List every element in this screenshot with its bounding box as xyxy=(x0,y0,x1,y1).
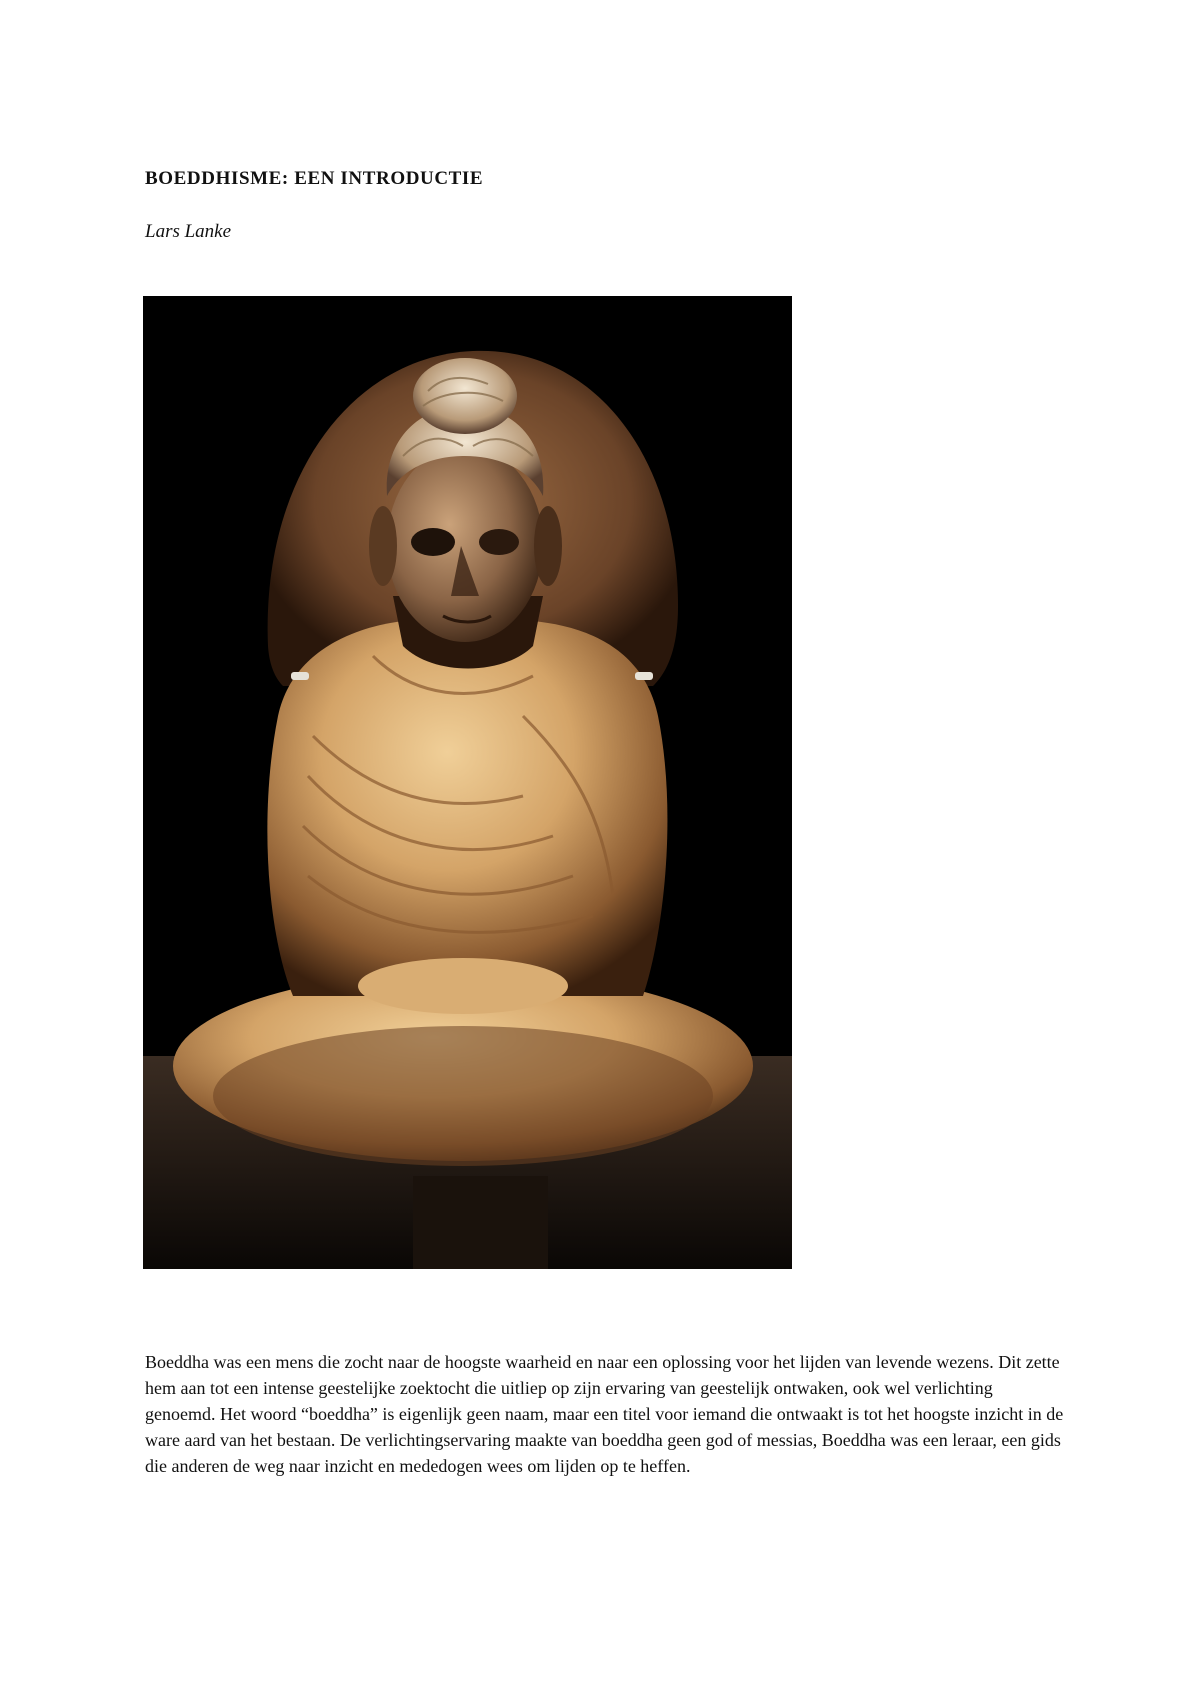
buddha-statue-illustration xyxy=(143,296,792,1269)
author-name: Lars Lanke xyxy=(145,221,232,242)
document-title: BOEDDHISME: EEN INTRODUCTIE xyxy=(145,168,484,189)
body-paragraph: Boeddha was een mens die zocht naar de hoogste waarheid en naar een oplossing voor het lijden van levende wezens. Dit zette hem aan tot een intense geestelijke zoektocht die uitliep op zijn ervaring van geestelijk ontwaken, ook wel verlichting genoemd. Het woord “boeddha” is eigenlijk geen naam, maar een titel voor iemand die ontwaakt is tot het hoogste inzicht in de ware aard van het bestaan. De verlichtingservaring maakte van boeddha geen god of messias, Boeddha was een leraar, een gids die anderen de weg naar inzicht en mededogen wees om lijden op te heffen. xyxy=(145,1352,1064,1476)
buddha-statue-photo xyxy=(143,296,792,1269)
